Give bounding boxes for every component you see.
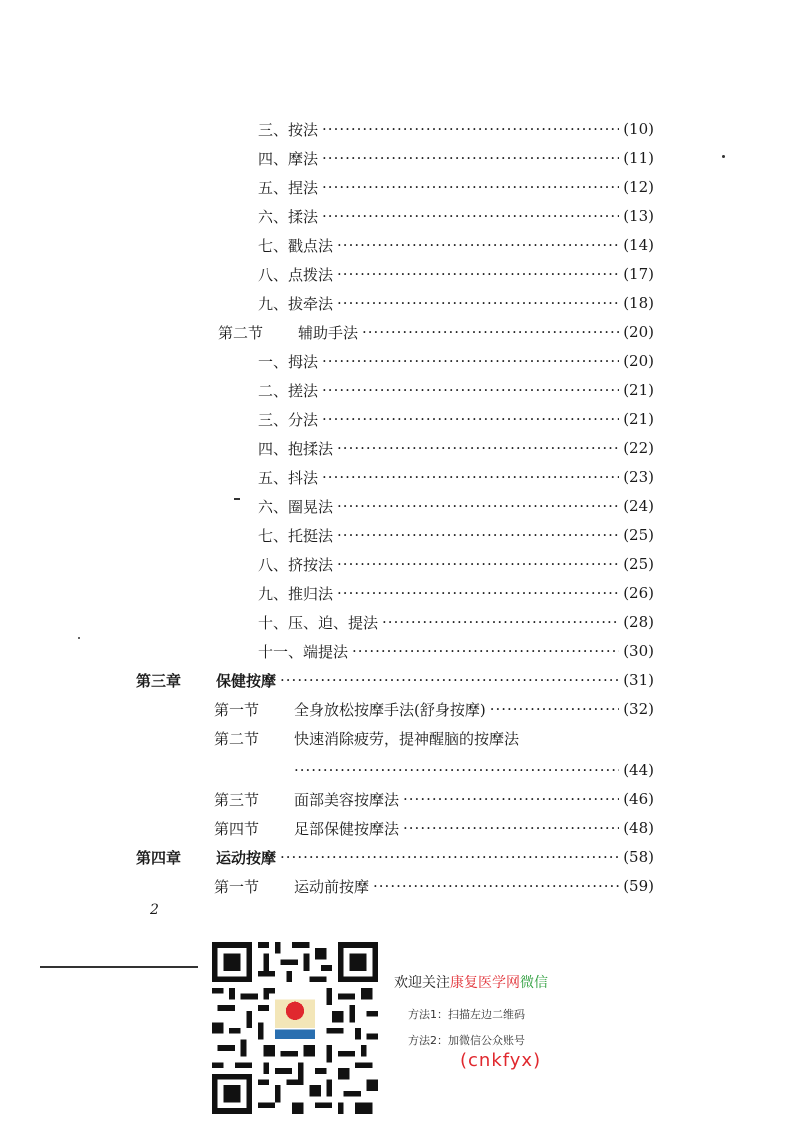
entry-page: (23) xyxy=(623,468,654,486)
section-number: 第一节 xyxy=(214,877,260,896)
qr-code xyxy=(212,942,378,1114)
toc-entry xyxy=(258,291,654,315)
entry-number: 三、 xyxy=(258,410,289,429)
entry-number: 八、 xyxy=(258,265,289,284)
leader-dots xyxy=(490,700,619,718)
entry-page: (18) xyxy=(623,294,654,312)
entry-page: (10) xyxy=(623,120,654,138)
toc-entry xyxy=(258,378,654,402)
entry-title: 抱揉法 xyxy=(288,439,334,458)
section-page: (20) xyxy=(623,323,654,341)
entry-page: (22) xyxy=(623,439,654,457)
chapter-title: 保健按摩 xyxy=(216,671,277,690)
section-title: 运动前按摩 xyxy=(294,877,370,896)
section-number: 第三节 xyxy=(214,790,260,809)
entry-title: 抖法 xyxy=(288,468,319,487)
brand-name: 康复医学网 xyxy=(450,975,520,991)
leader-dots xyxy=(337,584,619,602)
entry-title: 摩法 xyxy=(288,149,319,168)
toc-entry xyxy=(258,465,654,489)
leader-dots xyxy=(337,236,619,254)
leader-dots xyxy=(322,352,619,370)
section-page: (59) xyxy=(623,877,654,895)
section-number: 第四节 xyxy=(214,819,260,838)
section-page: (44) xyxy=(623,761,654,779)
toc-entry xyxy=(258,204,654,228)
leader-dots xyxy=(373,877,619,895)
toc-section xyxy=(214,816,654,840)
entry-title: 圈晃法 xyxy=(288,497,334,516)
welcome-prefix: 欢迎关注 xyxy=(394,975,450,991)
entry-page: (14) xyxy=(623,236,654,254)
entry-page: (11) xyxy=(623,149,654,167)
toc-entry xyxy=(258,349,654,373)
leader-dots xyxy=(337,294,619,312)
entry-page: (13) xyxy=(623,207,654,225)
section-title: 足部保健按摩法 xyxy=(294,819,400,838)
entry-number: 六、 xyxy=(258,497,289,516)
toc-entry xyxy=(258,146,654,170)
method-1: 方法1：扫描左边二维码 xyxy=(408,1008,525,1021)
entry-title: 拇法 xyxy=(288,352,319,371)
promo-block xyxy=(394,972,548,1071)
page-number: 2 xyxy=(150,902,159,918)
leader-dots xyxy=(337,497,619,515)
toc-entry xyxy=(258,581,654,605)
entry-number: 六、 xyxy=(258,207,289,226)
entry-title: 拔牵法 xyxy=(288,294,334,313)
leader-dots xyxy=(294,761,619,779)
entry-number: 十、 xyxy=(258,613,289,632)
entry-title: 搓法 xyxy=(288,381,319,400)
leader-dots xyxy=(337,555,619,573)
section-title: 辅助手法 xyxy=(298,323,359,342)
leader-dots xyxy=(403,819,619,837)
leader-dots xyxy=(337,439,619,457)
leader-dots xyxy=(322,120,619,138)
scan-speck xyxy=(234,498,240,500)
entry-title: 戳点法 xyxy=(288,236,334,255)
toc-section xyxy=(214,697,654,721)
toc-entry xyxy=(258,436,654,460)
leader-dots xyxy=(322,468,619,486)
section-page: (32) xyxy=(623,700,654,718)
section-page: (48) xyxy=(623,819,654,837)
entry-title: 点拨法 xyxy=(288,265,334,284)
entry-page: (17) xyxy=(623,265,654,283)
section-title: 面部美容按摩法 xyxy=(294,790,400,809)
section-number: 第一节 xyxy=(214,700,260,719)
divider xyxy=(40,966,198,968)
wechat-account: (cnkfyx) xyxy=(460,1050,542,1071)
leader-dots xyxy=(403,790,619,808)
chapter-number: 第三章 xyxy=(136,671,182,690)
entry-number: 四、 xyxy=(258,149,289,168)
chapter-page: (58) xyxy=(623,848,654,866)
toc-entry xyxy=(258,494,654,518)
leader-dots xyxy=(362,323,619,341)
entry-number: 五、 xyxy=(258,468,289,487)
scan-speck xyxy=(78,637,80,639)
entry-page: (12) xyxy=(623,178,654,196)
entry-page: (20) xyxy=(623,352,654,370)
qr-code-icon xyxy=(212,942,378,1114)
chapter-page: (31) xyxy=(623,671,654,689)
toc-section xyxy=(214,726,654,750)
entry-number: 八、 xyxy=(258,555,289,574)
section-number: 第二节 xyxy=(214,729,260,748)
toc-entry xyxy=(258,610,654,634)
method-2: 方法2：加微信公众账号 xyxy=(408,1034,525,1047)
entry-number: 三、 xyxy=(258,120,289,139)
leader-dots xyxy=(280,848,619,866)
entry-title: 分法 xyxy=(288,410,319,429)
entry-number: 一、 xyxy=(258,352,289,371)
toc-entry xyxy=(258,639,654,663)
toc-continuation xyxy=(290,758,654,782)
toc-chapter xyxy=(136,845,654,869)
section-title: 全身放松按摩手法(舒身按摩) xyxy=(294,700,486,719)
toc-entry xyxy=(258,407,654,431)
promo-welcome xyxy=(394,972,548,992)
chapter-title: 运动按摩 xyxy=(216,848,277,867)
entry-number: 九、 xyxy=(258,584,289,603)
entry-page: (24) xyxy=(623,497,654,515)
entry-page: (25) xyxy=(623,526,654,544)
entry-page: (30) xyxy=(623,642,654,660)
leader-dots xyxy=(322,207,619,225)
entry-number: 七、 xyxy=(258,526,289,545)
toc-entry xyxy=(258,175,654,199)
leader-dots xyxy=(337,526,619,544)
toc-section xyxy=(214,874,654,898)
wechat-label: 微信 xyxy=(520,975,548,991)
entry-title: 揉法 xyxy=(288,207,319,226)
entry-title: 推归法 xyxy=(288,584,334,603)
entry-page: (21) xyxy=(623,410,654,428)
entry-page: (28) xyxy=(623,613,654,631)
toc-entry xyxy=(258,552,654,576)
entry-page: (25) xyxy=(623,555,654,573)
leader-dots xyxy=(382,613,619,631)
leader-dots xyxy=(352,642,619,660)
entry-number: 十一、 xyxy=(258,642,304,661)
entry-number: 九、 xyxy=(258,294,289,313)
leader-dots xyxy=(322,178,619,196)
section-title: 快速消除疲劳，提神醒脑的按摩法 xyxy=(294,729,520,748)
entry-page: (26) xyxy=(623,584,654,602)
entry-title: 端提法 xyxy=(303,642,349,661)
chapter-number: 第四章 xyxy=(136,848,182,867)
toc-entry xyxy=(258,233,654,257)
scan-speck xyxy=(722,155,725,158)
leader-dots xyxy=(322,410,619,428)
entry-title: 挤按法 xyxy=(288,555,334,574)
section-number: 第二节 xyxy=(218,323,264,342)
leader-dots xyxy=(322,149,619,167)
entry-title: 捏法 xyxy=(288,178,319,197)
leader-dots xyxy=(322,381,619,399)
toc-entry xyxy=(258,117,654,141)
entry-title: 按法 xyxy=(288,120,319,139)
toc-section xyxy=(218,320,654,344)
toc-entry xyxy=(258,262,654,286)
toc-section xyxy=(214,787,654,811)
leader-dots xyxy=(280,671,619,689)
section-page: (46) xyxy=(623,790,654,808)
toc-chapter xyxy=(136,668,654,692)
entry-title: 托挺法 xyxy=(288,526,334,545)
entry-number: 四、 xyxy=(258,439,289,458)
toc-entry xyxy=(258,523,654,547)
entry-number: 二、 xyxy=(258,381,289,400)
leader-dots xyxy=(337,265,619,283)
entry-title: 压、迫、提法 xyxy=(288,613,379,632)
entry-number: 七、 xyxy=(258,236,289,255)
entry-page: (21) xyxy=(623,381,654,399)
entry-number: 五、 xyxy=(258,178,289,197)
